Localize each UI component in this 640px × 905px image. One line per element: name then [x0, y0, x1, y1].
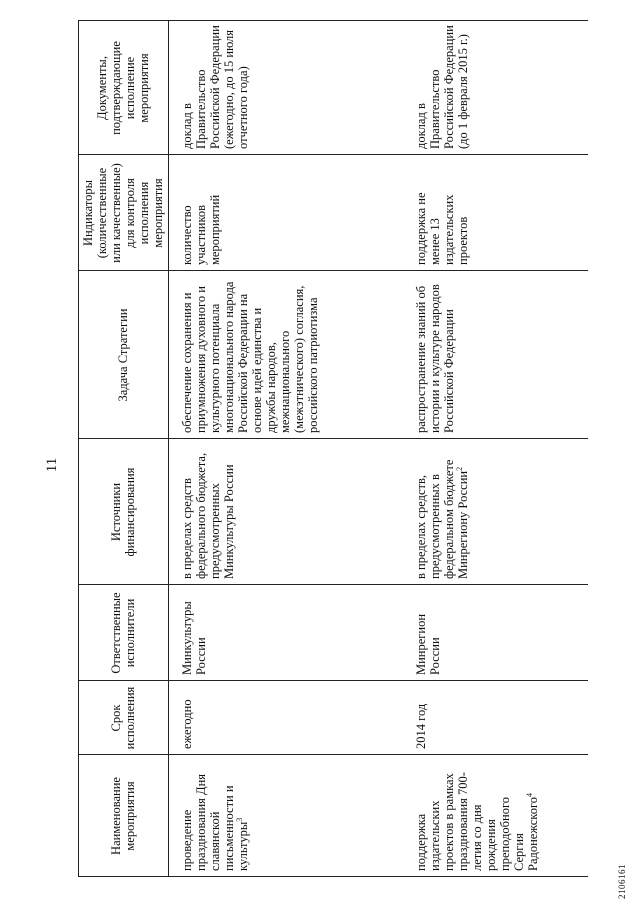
- header-funding: Источники финансирования: [109, 467, 137, 557]
- page-number: 11: [44, 457, 60, 473]
- table-row-1-task: обеспечение сохранения и приумножения духовного и культурного потенциала многонационального народа Российской Федерации на основе идей единства и дружбы народов, межнационального (межэтнического) согласия, российского патриотизма: [180, 281, 320, 433]
- row-1-name-footnote: 3: [234, 817, 244, 822]
- header-document: Документы, подтверждающие исполнение мероприятия: [95, 41, 151, 135]
- header-name: Наименование мероприятия: [109, 777, 137, 855]
- table-row-1-term: ежегодно: [180, 699, 194, 749]
- table-row-1-document: доклад в Правительство Российской Федерации (ежегодно, до 15 июля отчетного года): [180, 25, 250, 149]
- header-term: Срок исполнения: [109, 686, 137, 750]
- table-row-1-funding: [180, 441, 236, 581]
- document-id: 2106161: [617, 864, 627, 899]
- header-task: Задача Стратегии: [116, 308, 130, 402]
- table-row-1-name: [180, 757, 250, 873]
- table-row-2-name: [414, 757, 540, 873]
- table-row-1-executor: Минкультуры России: [180, 601, 208, 675]
- row-2-name-footnote: 4: [524, 792, 534, 797]
- row-2-funding-text: в пределах средств, предусмотренных в федеральном бюджете Минрегиону России: [414, 459, 470, 579]
- row-2-name-text: поддержка издательских проектов в рамках празднования 700-летия со дня рождения преподобного Сергия Радонежского: [414, 772, 540, 871]
- row-1-funding-text: в пределах средств федерального бюджета, предусмотренных Минкультуры России: [180, 452, 236, 579]
- table-row-2-executor: Минрегион России: [414, 613, 442, 675]
- header-executor: Ответственные исполнители: [109, 592, 137, 674]
- table-row-1-indicator: количество участников мероприятий: [180, 194, 222, 265]
- table-row-2-task: распространение знаний об истории и культуре народов Российской Федерации: [414, 284, 456, 433]
- table-row-2-term: 2014 год: [414, 703, 428, 749]
- header-divider: [168, 20, 169, 877]
- row-1-name-text: проведение празднования Дня славянской письменности и культуры: [180, 773, 250, 871]
- table-row-2-funding: [414, 441, 470, 581]
- header-indicator: Индикаторы (количественные или качественные) для контроля исполнения мероприятия: [81, 163, 165, 263]
- table-row-2-document: доклад в Правительство Российской Федерации (до 1 февраля 2015 г.): [414, 25, 470, 149]
- table-row-2-indicator: поддержка не менее 13 издательских проектов: [414, 192, 470, 265]
- row-2-funding-footnote: 2: [454, 466, 464, 471]
